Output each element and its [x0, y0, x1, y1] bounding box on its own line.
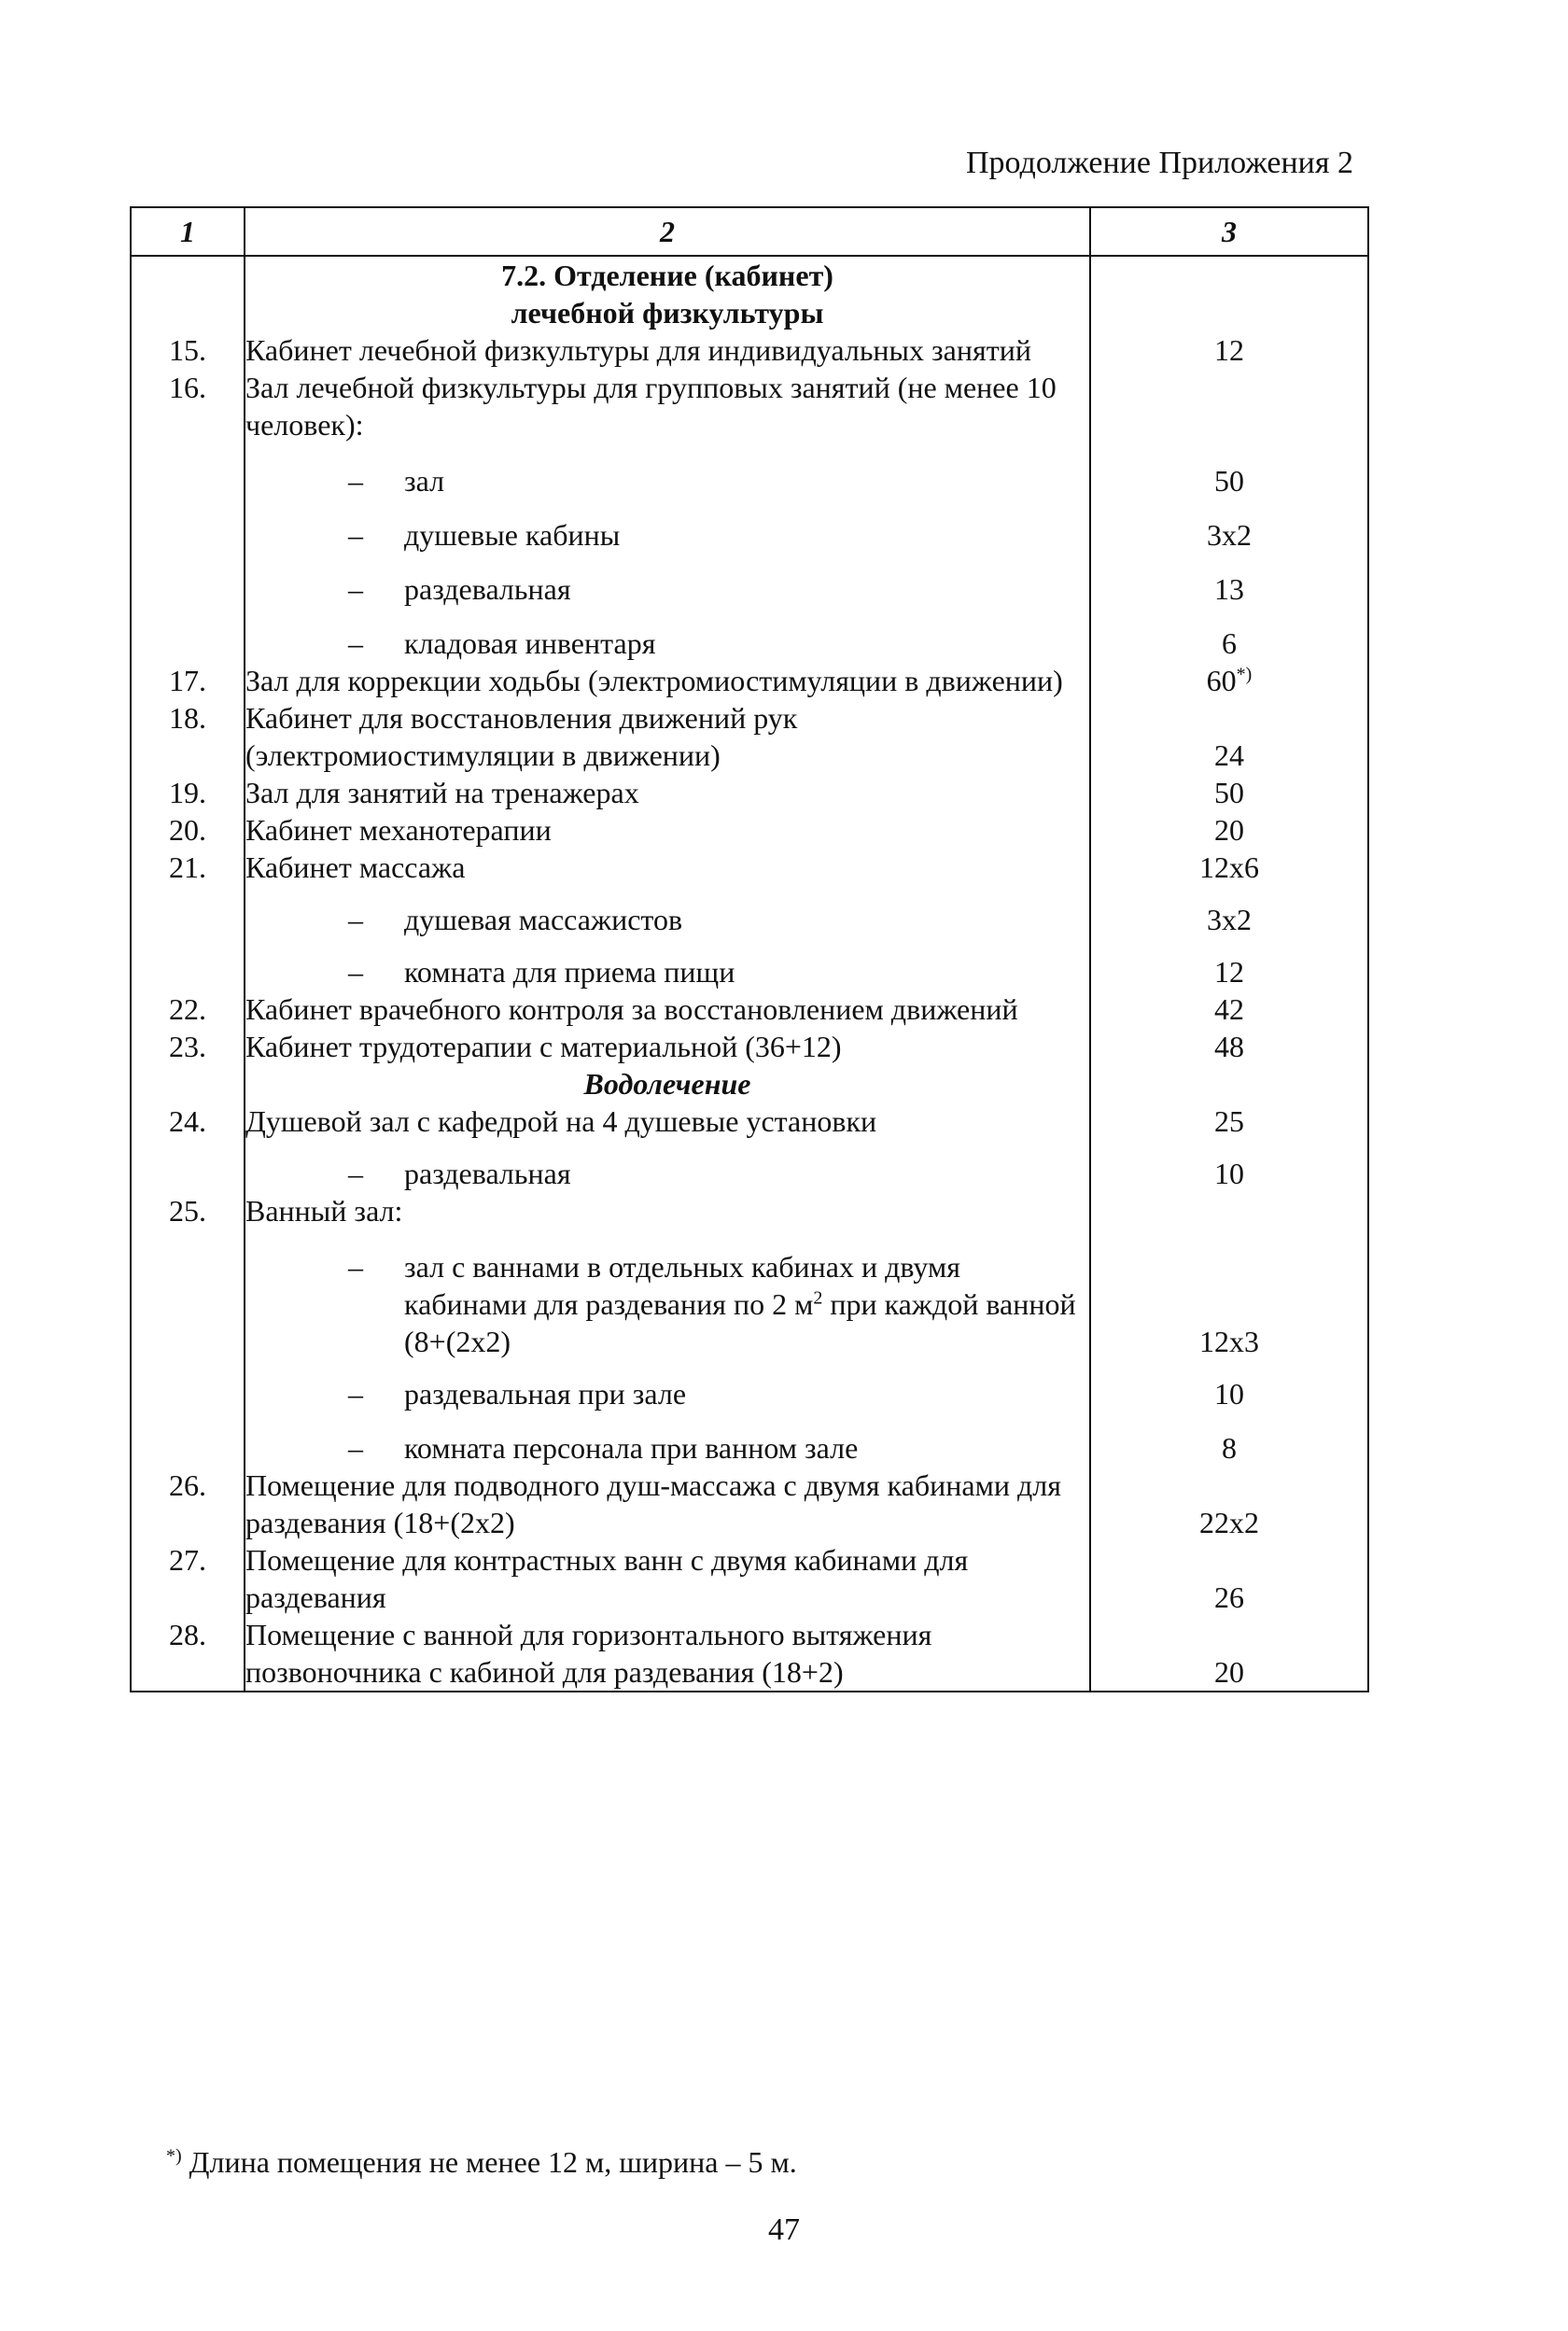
row-number: 23.: [131, 1028, 245, 1065]
row-number: 15.: [131, 331, 245, 369]
appendix-caption: Продолжение Приложения 2: [965, 146, 1353, 180]
table-row: [131, 849, 1368, 886]
row-area: 3x2: [1090, 499, 1368, 554]
table-row: [131, 811, 1368, 849]
section-heading: [245, 256, 1090, 331]
dash-marker: –: [348, 518, 363, 552]
table-row: [131, 1616, 1368, 1692]
subrow-description: комната персонала при ванном зале: [404, 1431, 859, 1465]
row-number: 16.: [131, 369, 245, 443]
table-subrow: [131, 886, 1368, 938]
section-title-line-2: лечебной физкультуры: [511, 296, 824, 330]
table-row: [131, 1467, 1368, 1541]
row-description: Ванный зал:: [245, 1192, 1090, 1229]
table-subrow: [131, 1360, 1368, 1412]
row-area: 26: [1090, 1541, 1368, 1616]
column-header-1: 1: [131, 207, 245, 256]
footnote: [166, 2145, 797, 2180]
table-header: [131, 207, 1368, 256]
row-description: Кабинет массажа: [245, 849, 1090, 886]
row-area: 12x3: [1090, 1229, 1368, 1360]
table-row: [131, 331, 1368, 369]
column-header-3: 3: [1090, 207, 1368, 256]
subrow-description: зал: [404, 464, 445, 498]
row-area: 25: [1090, 1102, 1368, 1140]
row-area: 8: [1090, 1412, 1368, 1467]
dash-marker: –: [348, 464, 363, 498]
row-number: 22.: [131, 990, 245, 1028]
subrow-description: кладовая инвентаря: [404, 626, 656, 660]
footnote-ref: *): [1236, 664, 1253, 685]
row-number: 28.: [131, 1616, 245, 1692]
table-row: [131, 699, 1368, 774]
superscript: 2: [813, 1287, 823, 1309]
dash-marker: –: [348, 955, 363, 989]
row-description: Зал для занятий на тренажерах: [245, 774, 1090, 811]
row-description: Помещение для подводного душ-массажа с двумя кабинами для раздевания (18+(2x2): [245, 1467, 1090, 1541]
row-area: 12: [1090, 938, 1368, 990]
dash-marker: –: [348, 1250, 363, 1284]
table-row: [131, 1541, 1368, 1616]
subheading: Водолечение: [245, 1065, 1090, 1102]
table-row: [131, 369, 1368, 443]
table-row: [131, 1028, 1368, 1065]
row-area: 13: [1090, 554, 1368, 608]
row-area: 24: [1090, 699, 1368, 774]
subrow-description: душевые кабины: [404, 518, 621, 552]
row-description: Кабинет лечебной физкультуры для индивидуальных занятий: [245, 331, 1090, 369]
row-description: Кабинет для восстановления движений рук (электромиостимуляции в движении): [245, 699, 1090, 774]
row-number: 21.: [131, 849, 245, 886]
row-number: 25.: [131, 1192, 245, 1229]
row-number: 19.: [131, 774, 245, 811]
subrow-description: раздевальная: [404, 1157, 571, 1190]
subrow-description: раздевальная при зале: [404, 1377, 687, 1411]
subrow-text-part: зал с ваннами в отдельных кабинах и двумя кабинами для раздевания по 2 м: [404, 1250, 960, 1321]
table-row: [131, 1102, 1368, 1140]
row-number: 27.: [131, 1541, 245, 1616]
dash-marker: –: [348, 572, 363, 606]
subrow-text-part: при каждой ванной (8+(2x2): [404, 1287, 1076, 1358]
table-body: [131, 256, 1368, 1692]
table-row: [131, 774, 1368, 811]
table-row: [131, 1192, 1368, 1229]
column-header-2: 2: [245, 207, 1090, 256]
table-subrow: [131, 608, 1368, 662]
row-area: 22x2: [1090, 1467, 1368, 1541]
section-heading-row: [131, 256, 1368, 331]
row-area: [1090, 369, 1368, 443]
rooms-table: [130, 206, 1369, 1692]
table-subrow: [131, 554, 1368, 608]
subrow-description: комната для приема пищи: [404, 955, 735, 989]
table-subrow: [131, 443, 1368, 499]
row-area: 60: [1206, 664, 1237, 697]
table-row: [131, 662, 1368, 699]
row-description: Помещение с ванной для горизонтального вытяжения позвоночника с кабиной для раздевания (18+2): [245, 1616, 1090, 1692]
table-row: [131, 990, 1368, 1028]
table-subrow: [131, 1140, 1368, 1192]
row-area: 20: [1090, 1616, 1368, 1692]
row-area: 48: [1090, 1028, 1368, 1065]
row-area: 3x2: [1090, 886, 1368, 938]
table-subrow: [131, 499, 1368, 554]
page-number: 47: [768, 2212, 800, 2247]
row-area: 10: [1090, 1360, 1368, 1412]
dash-marker: –: [348, 626, 363, 660]
row-number: 18.: [131, 699, 245, 774]
dash-marker: –: [348, 903, 363, 936]
row-number: 20.: [131, 811, 245, 849]
row-number: 24.: [131, 1102, 245, 1140]
table-subrow: [131, 938, 1368, 990]
row-description: Душевой зал с кафедрой на 4 душевые установки: [245, 1102, 1090, 1140]
row-area: [1090, 1192, 1368, 1229]
table-subrow: [131, 1229, 1368, 1360]
row-area: 42: [1090, 990, 1368, 1028]
subrow-description: [404, 1248, 1089, 1360]
row-number: 17.: [131, 662, 245, 699]
table-subrow: [131, 1412, 1368, 1467]
row-description: Помещение для контрастных ванн с двумя кабинами для раздевания: [245, 1541, 1090, 1616]
dash-marker: –: [348, 1431, 363, 1465]
row-description: Кабинет врачебного контроля за восстановлением движений: [245, 990, 1090, 1028]
subrow-description: душевая массажистов: [404, 903, 683, 936]
footnote-mark: *): [166, 2145, 182, 2167]
row-description: Кабинет механотерапии: [245, 811, 1090, 849]
row-area: 50: [1090, 774, 1368, 811]
row-number: 26.: [131, 1467, 245, 1541]
row-description: Зал лечебной физкультуры для групповых занятий (не менее 10 человек):: [245, 369, 1090, 443]
dash-marker: –: [348, 1377, 363, 1411]
subrow-description: раздевальная: [404, 572, 571, 606]
section-title-line-1: 7.2. Отделение (кабинет): [501, 259, 833, 292]
row-area: 6: [1090, 608, 1368, 662]
row-area: 50: [1090, 443, 1368, 499]
row-description: Зал для коррекции ходьбы (электромиостимуляции в движении): [245, 662, 1090, 699]
row-area: 20: [1090, 811, 1368, 849]
row-area: 12x6: [1090, 849, 1368, 886]
row-area: 10: [1090, 1140, 1368, 1192]
row-description: Кабинет трудотерапии с материальной (36+12): [245, 1028, 1090, 1065]
footnote-text: Длина помещения не менее 12 м, ширина – 5 м.: [181, 2145, 797, 2179]
dash-marker: –: [348, 1157, 363, 1190]
row-area: 12: [1090, 331, 1368, 369]
subheading-row: [131, 1065, 1368, 1102]
